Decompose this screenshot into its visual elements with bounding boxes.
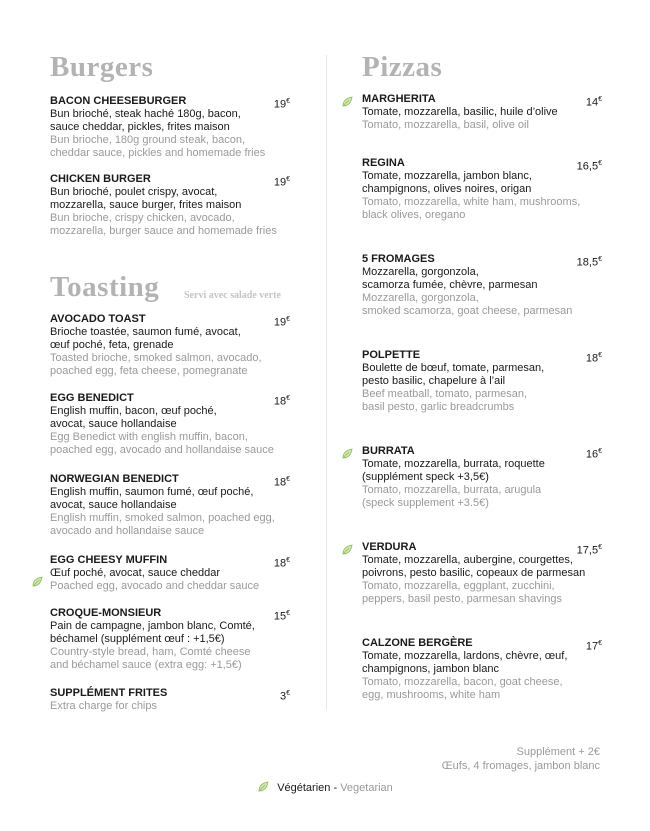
item-desc-en-2: mozzarella, burger sauce and homemade fries <box>50 225 277 237</box>
item-price: 19€ <box>273 98 290 111</box>
item-desc-fr-1: Tomate, mozzarella, jambon blanc, <box>362 170 532 182</box>
item-name: NORWEGIAN BENEDICT <box>50 473 179 485</box>
menu-item-calzone-bergere <box>362 637 602 702</box>
menu-item-polpette <box>362 349 602 414</box>
item-desc-fr-1: Œuf poché, avocat, sauce cheddar <box>50 567 220 579</box>
item-desc-en-2: and béchamel sauce (extra egg: +1,5€) <box>50 659 242 671</box>
item-name: SUPPLÉMENT FRITES <box>50 687 168 699</box>
item-price: 18€ <box>273 557 290 570</box>
item-name: MARGHERITA <box>362 93 436 105</box>
item-desc-fr-2: mozzarella, sauce burger, frites maison <box>50 199 242 211</box>
item-desc-fr-1: Brioche toastée, saumon fumé, avocat, <box>50 326 241 338</box>
item-desc-en-1: Tomato, mozzarella, basil, olive oil <box>362 119 529 131</box>
legend-label-en: Vegetarian <box>340 782 393 794</box>
item-name: 5 FROMAGES <box>362 253 435 265</box>
item-name: REGINA <box>362 157 405 169</box>
item-price: 17€ <box>585 640 602 653</box>
item-desc-fr-2: poivrons, pesto basilic, copeaux de parmesan <box>362 567 586 579</box>
menu-item-regina <box>362 157 602 222</box>
item-desc-en-2: peppers, basil pesto, parmesan shavings <box>362 593 562 605</box>
menu-item-norwegian-benedict <box>50 473 290 538</box>
item-desc-en-1: Extra charge for chips <box>50 700 157 712</box>
item-desc-en-2: poached egg, feta cheese, pomegranate <box>50 365 248 377</box>
item-desc-en-2: (speck supplement +3.5€) <box>362 497 489 509</box>
item-desc-fr-1: Tomate, mozzarella, basilic, huile d’olive <box>362 106 558 118</box>
item-desc-fr-1: Bun brioché, steak haché 180g, bacon, <box>50 108 241 120</box>
item-desc-en-2: basil pesto, garlic breadcrumbs <box>362 401 515 413</box>
item-desc-en-1: Tomato, mozzarella, eggplant, zucchini, <box>362 580 555 592</box>
item-price: 18€ <box>273 395 290 408</box>
menu-item-chicken-burger <box>50 173 290 238</box>
item-price: 16,5€ <box>576 160 602 173</box>
item-desc-fr-2: champignons, olives noires, origan <box>362 183 532 195</box>
item-desc-fr-1: Pain de campagne, jambon blanc, Comté, <box>50 620 255 632</box>
item-name: BACON CHEESEBURGER <box>50 95 187 107</box>
item-desc-fr-1: English muffin, bacon, œuf poché, <box>50 405 217 417</box>
item-desc-fr-2: avocat, sauce hollandaise <box>50 499 177 511</box>
item-price: 19€ <box>273 176 290 189</box>
item-desc-en-1: Beef meatball, tomato, parmesan, <box>362 388 528 400</box>
item-name: CHICKEN BURGER <box>50 173 151 185</box>
item-desc-en-2: avocado and hollandaise sauce <box>50 525 205 537</box>
pizzas-title: Pizzas <box>362 51 443 83</box>
menu-item-burrata <box>362 445 602 510</box>
item-desc-en-2: black olives, oregano <box>362 209 466 221</box>
item-price: 16€ <box>585 448 602 461</box>
leaf-icon <box>341 448 353 460</box>
item-desc-en-1: Tomato, mozzarella, white ham, mushrooms, <box>362 196 581 208</box>
menu-item-egg-cheesy-muffin <box>50 554 290 593</box>
item-desc-en-1: Poached egg, avocado and cheddar sauce <box>50 580 260 592</box>
item-name: VERDURA <box>362 541 417 553</box>
item-desc-fr-2: scamorza fumée, chèvre, parmesan <box>362 279 538 291</box>
item-name: AVOCADO TOAST <box>50 313 146 325</box>
item-desc-fr-1: Tomate, mozzarella, lardons, chèvre, œuf, <box>362 650 568 662</box>
item-desc-en-1: English muffin, smoked salmon, poached egg, <box>50 512 275 524</box>
item-desc-en-2: smoked scamorza, goat cheese, parmesan <box>362 305 573 317</box>
supplement-note <box>442 745 600 773</box>
item-desc-fr-2: avocat, sauce hollandaise <box>50 418 177 430</box>
leaf-icon <box>257 781 269 793</box>
menu-item-croque-monsieur <box>50 607 290 672</box>
item-desc-fr-2: béchamel (supplément œuf : +1,5€) <box>50 633 225 645</box>
item-desc-fr-2: champignons, jambon blanc <box>362 663 499 675</box>
item-price: 18,5€ <box>576 256 602 269</box>
item-price: 18€ <box>273 476 290 489</box>
leaf-icon <box>341 544 353 556</box>
item-desc-en-1: Country-style bread, ham, Comté cheese <box>50 646 251 658</box>
item-price: 17,5€ <box>576 544 602 557</box>
leaf-icon <box>341 96 353 108</box>
item-name: CROQUE-MONSIEUR <box>50 607 162 619</box>
supplement-line-2: Œufs, 4 fromages, jambon blanc <box>441 760 600 772</box>
item-desc-fr-1: Mozzarella, gorgonzola, <box>362 266 479 278</box>
item-desc-fr-2: œuf poché, feta, grenade <box>50 339 174 351</box>
item-name: EGG CHEESY MUFFIN <box>50 554 168 566</box>
item-desc-en-1: Tomato, mozzarella, bacon, goat cheese, <box>362 676 563 688</box>
item-desc-fr-2: sauce cheddar, pickles, frites maison <box>50 121 230 133</box>
item-desc-en-1: Toasted brioche, smoked salmon, avocado, <box>50 352 262 364</box>
item-desc-en-1: Mozzarella, gorgonzola, <box>362 292 479 304</box>
vegetarian-legend <box>0 781 650 794</box>
menu-item-margherita <box>362 93 602 132</box>
item-desc-fr-2: pesto basilic, chapelure à l’ail <box>362 375 506 387</box>
item-desc-fr-1: Bun brioché, poulet crispy, avocat, <box>50 186 218 198</box>
item-desc-fr-2: (supplément speck +3,5€) <box>362 471 489 483</box>
item-name: CALZONE BERGÈRE <box>362 637 473 649</box>
supplement-line-1: Supplément + 2€ <box>516 746 600 758</box>
item-desc-fr-1: Boulette de bœuf, tomate, parmesan, <box>362 362 545 374</box>
menu-item-verdura <box>362 541 602 606</box>
leaf-icon <box>31 576 43 588</box>
item-desc-fr-1: Tomate, mozzarella, aubergine, courgettes, <box>362 554 573 566</box>
legend-separator: - <box>330 782 341 794</box>
item-price: 15€ <box>273 610 290 623</box>
item-price: 14€ <box>585 96 602 109</box>
item-price: 3€ <box>279 690 290 703</box>
menu-item-avocado-toast <box>50 313 290 378</box>
item-desc-en-2: cheddar sauce, pickles and homemade fries <box>50 147 266 159</box>
item-desc-en-2: egg, mushrooms, white ham <box>362 689 501 701</box>
item-name: EGG BENEDICT <box>50 392 134 404</box>
legend-label-fr: Végétarien <box>277 782 331 794</box>
menu-item-egg-benedict <box>50 392 290 457</box>
item-desc-en-1: Bun brioche, 180g ground steak, bacon, <box>50 134 246 146</box>
item-price: 19€ <box>273 316 290 329</box>
toasting-note: Servi avec salade verte <box>184 290 281 301</box>
menu-item-5-fromages <box>362 253 602 318</box>
item-desc-fr-1: Tomate, mozzarella, burrata, roquette <box>362 458 545 470</box>
menu-item-supplement-frites <box>50 687 290 713</box>
item-desc-en-2: poached egg, avocado and hollandaise sauce <box>50 444 274 456</box>
item-desc-fr-1: English muffin, saumon fumé, œuf poché, <box>50 486 254 498</box>
burgers-title: Burgers <box>50 51 154 83</box>
item-name: BURRATA <box>362 445 415 457</box>
item-desc-en-1: Tomato, mozzarella, burrata, arugula <box>362 484 542 496</box>
column-divider <box>326 55 327 710</box>
toasting-title: Toasting <box>50 271 160 303</box>
item-price: 18€ <box>585 352 602 365</box>
menu-item-bacon-cheeseburger <box>50 95 290 160</box>
item-desc-en-1: Egg Benedict with english muffin, bacon, <box>50 431 248 443</box>
item-desc-en-1: Bun brioche, crispy chicken, avocado, <box>50 212 235 224</box>
item-name: POLPETTE <box>362 349 421 361</box>
